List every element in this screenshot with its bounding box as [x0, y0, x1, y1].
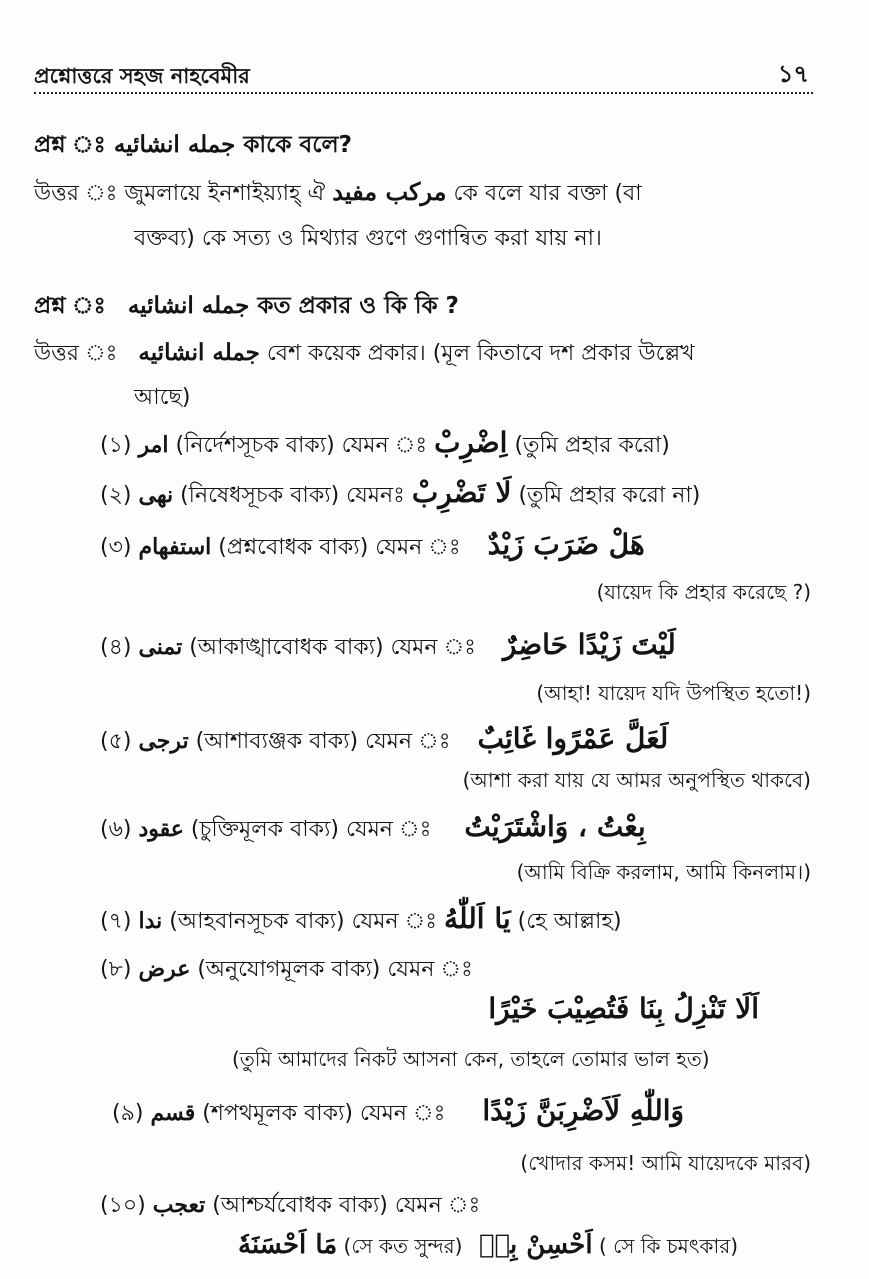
- arabic-type-name: استفهام: [138, 534, 212, 560]
- example-translation: (তুমি প্রহার করো না): [518, 483, 701, 508]
- item-number: (৯): [112, 1101, 144, 1126]
- type-item-9: [112, 1094, 684, 1133]
- answer-label: উত্তর ঃ: [34, 181, 118, 206]
- answer-2-line-1: [34, 336, 695, 373]
- example-translation: ( সে কি চমৎকার): [598, 1234, 739, 1258]
- item-number: (৪): [100, 635, 132, 660]
- example-translation: (হে আল্লাহ): [517, 909, 622, 934]
- type-item-3: [100, 528, 645, 567]
- type-item-7: [100, 902, 622, 941]
- arabic-example: لَا تَضْرِبْ: [411, 476, 512, 509]
- type-item-5: [100, 722, 668, 761]
- example-translation: (আশা করা যায় যে আমর অনুপস্থিত থাকবে): [462, 768, 811, 792]
- answer-2-line-2: আছে): [134, 385, 191, 410]
- arabic-type-name: عرض: [138, 956, 191, 982]
- arabic-type-name: ترجى: [138, 728, 189, 754]
- item-description: (আহবানসূচক বাক্য) যেমন ঃ: [169, 909, 437, 934]
- item-description: (অনুযোগমূলক বাক্য) যেমন ঃ: [197, 957, 473, 982]
- arabic-type-name: امر: [138, 432, 169, 458]
- header-dotted-rule: [34, 92, 813, 94]
- question-label: প্রশ্ন ঃ: [34, 293, 106, 319]
- example-translation: (তুমি প্রহার করো): [514, 433, 670, 458]
- item-number: (৮): [100, 957, 132, 982]
- page-number: ১৭: [777, 60, 809, 88]
- item-description: (নিষেধসূচক বাক্য) যেমনঃ: [180, 483, 405, 508]
- question-2: [34, 287, 459, 326]
- question-label: প্রশ্ন ঃ: [34, 132, 106, 158]
- item-number: (১০): [100, 1193, 146, 1218]
- type-item-2: [100, 476, 700, 515]
- type-item-4: [100, 628, 676, 667]
- item-number: (২): [100, 483, 132, 508]
- item-description: (চুক্তিমূলক বাক্য) যেমন ঃ: [190, 817, 432, 842]
- arabic-example: اَلَا تَنْزِلُ بِنَا فَتُصِيْبَ خَيْرًا: [488, 992, 759, 1025]
- example-translation: (তুমি আমাদের নিকট আসনা কেন, তাহলে তোমার ভাল হত): [232, 1047, 710, 1071]
- question-text: কাকে বলে?: [243, 132, 352, 158]
- arabic-example: اَحْسِنْ بِهٖ: [478, 1230, 593, 1260]
- arabic-example: مَا اَحْسَنَهٗ: [238, 1230, 338, 1260]
- arabic-example: هَلْ ضَرَبَ زَيْدٌ: [487, 528, 645, 561]
- example-translation: (খোদার কসম! আমি যায়েদকে মারব): [520, 1151, 811, 1175]
- arabic-term: جمله انشائيه: [113, 131, 236, 158]
- arabic-example: وَاللّٰهِ لَاَضْرِبَنَّ زَيْدًا: [482, 1094, 685, 1127]
- answer-1-line-2: বক্তব্য) কে সত্য ও মিথ্যার গুণে গুণান্বিত করা যায় না।: [134, 226, 602, 251]
- item-description: (আশ্চর্যবোধক বাক্য) যেমন ঃ: [212, 1193, 481, 1218]
- arabic-type-name: قسم: [150, 1100, 196, 1126]
- answer-text: বেশ কয়েক প্রকার। (মূল কিতাবে দশ প্রকার উল্লেখ: [266, 341, 695, 366]
- item-number: (৫): [100, 729, 132, 754]
- arabic-example: يَا اَللّٰهُ: [443, 902, 511, 935]
- item-description: (প্রশ্নবোধক বাক্য) যেমন ঃ: [218, 535, 461, 560]
- arabic-type-name: نهى: [138, 482, 174, 508]
- arabic-example: بِعْتُ ، وَاشْتَرَيْتُ: [464, 810, 646, 843]
- answer-text: জুমলায়ে ইনশাইয়্যাহ্‌ ঐ: [124, 181, 326, 206]
- item-number: (৭): [100, 909, 132, 934]
- arabic-example: لَعَلَّ عَمْرًوا غَائِبٌ: [477, 722, 669, 755]
- example-translation: (আমি বিক্রি করলাম, আমি কিনলাম।): [516, 860, 811, 884]
- answer-1-line-1: [34, 176, 642, 213]
- type-item-10: [100, 1188, 480, 1225]
- item-description: (আকাঙ্খাবোধক বাক্য) যেমন ঃ: [189, 635, 476, 660]
- arabic-type-name: عقود: [138, 816, 184, 842]
- example-translation: (আহা! যায়েদ যদি উপস্থিত হতো!): [536, 681, 811, 705]
- arabic-term: جمله انشائيه: [127, 292, 250, 319]
- type-item-6: [100, 810, 646, 849]
- arabic-type-name: تعجب: [152, 1192, 206, 1218]
- arabic-term: جمله انشائيه: [138, 339, 260, 366]
- example-row-10: [238, 1230, 738, 1265]
- question-1: [34, 126, 352, 165]
- question-text: কত প্রকার ও কি কি ?: [257, 293, 459, 319]
- item-number: (৬): [100, 817, 132, 842]
- item-description: (নির্দেশসূচক বাক্য) যেমন ঃ: [175, 433, 428, 458]
- item-number: (৩): [100, 535, 132, 560]
- arabic-term: مركب مفيد: [332, 177, 447, 206]
- answer-text: কে বলে যার বক্তা (বা: [453, 181, 642, 206]
- arabic-example: لَيْتَ زَيْدًا حَاضِرٌ: [502, 628, 676, 661]
- arabic-type-name: تمنى: [138, 634, 183, 660]
- arabic-type-name: ندا: [138, 908, 163, 934]
- example-translation: (সে কত সুন্দর): [343, 1234, 463, 1258]
- arabic-example: اِضْرِبْ: [434, 426, 508, 459]
- item-description: (শপথমূলক বাক্য) যেমন ঃ: [202, 1101, 446, 1126]
- answer-label: উত্তর ঃ: [34, 341, 118, 366]
- item-number: (১): [100, 433, 132, 458]
- type-item-1: [100, 426, 670, 465]
- running-header-title: প্রশ্নোত্তরে সহজ নাহবেমীর: [34, 64, 250, 88]
- example-translation: (যায়েদ কি প্রহার করেছে ?): [596, 580, 811, 604]
- type-item-8: [100, 952, 473, 989]
- item-description: (আশাব্যঞ্জক বাক্য) যেমন ঃ: [195, 729, 451, 754]
